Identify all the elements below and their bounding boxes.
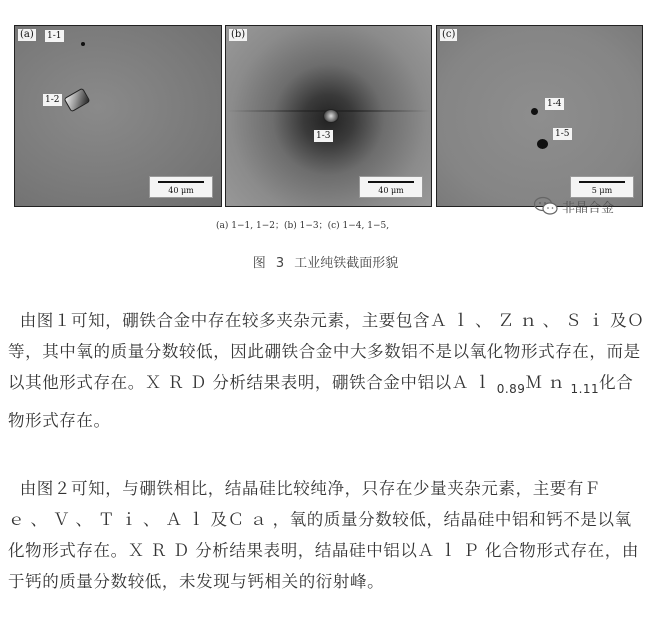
micrograph-panel-b (225, 25, 432, 207)
micrograph-panel-c (436, 25, 643, 207)
scale-bar-b: 40 μm (359, 176, 423, 198)
figure-caption: 图 3 工业纯铁截面形貌 (252, 256, 399, 271)
paragraph-2: 由图２可知，与硼铁相比，结晶硅比较纯净，只存在少量夹杂元素，主要有Ｆｅ、Ｖ、Ｔｉ、Ａｌ及Ｃａ，氧的质量分数较低，结晶硅中铝和钙不是以氧化物形式存在。ＸＲＤ分析结果表明，结晶硅中铝以ＡｌＰ化合物形式存在，由于钙的质量分数较低，未发现与钙相关的衍射峰。 (8, 478, 639, 591)
panel-letter-b: (b) (231, 29, 246, 40)
inclusion-label-1-2: 1-2 (45, 95, 60, 105)
wechat-icon (533, 196, 559, 216)
watermark (533, 196, 614, 216)
inclusion-1-5 (537, 139, 548, 149)
panel-letter-c: (c) (442, 29, 456, 40)
inclusion-label-1-3: 1-3 (316, 131, 331, 141)
inclusion-label-1-4: 1-4 (547, 99, 562, 109)
scale-bar-c: 5 μm (570, 176, 634, 198)
figure-3 (0, 0, 651, 275)
watermark-text: 非晶合金 (562, 200, 615, 216)
scale-bar-a: 40 μm (149, 176, 213, 198)
figure-legend: (a) 1−1, 1−2；(b) 1−3；(c) 1−4, 1−5, (216, 221, 390, 231)
inclusion-1-2 (63, 88, 90, 113)
inclusion-label-1-1: 1-1 (47, 31, 62, 41)
inclusion-1-3 (323, 109, 339, 123)
micrograph-panel-a (14, 25, 222, 207)
inclusion-label-1-5: 1-5 (555, 129, 570, 139)
inclusion-1-4 (531, 108, 538, 115)
panel-letter-a: (a) (20, 29, 34, 40)
inclusion-1-1 (81, 42, 85, 46)
paragraph-1: 由图１可知，硼铁合金中存在较多夹杂元素，主要包含Ａｌ、Ｚｎ、Ｓｉ及Ｏ等，其中氧的质量分数较低，因此硼铁合金中大多数铝不是以氧化物形式存在，而是以其他形式存在。ＸＲＤ分析结果表明，硼铁合金中铝以Ａｌ$_{0.89}$Ｍｎ$_{1.11}$化合物形式存在。 (8, 310, 645, 430)
